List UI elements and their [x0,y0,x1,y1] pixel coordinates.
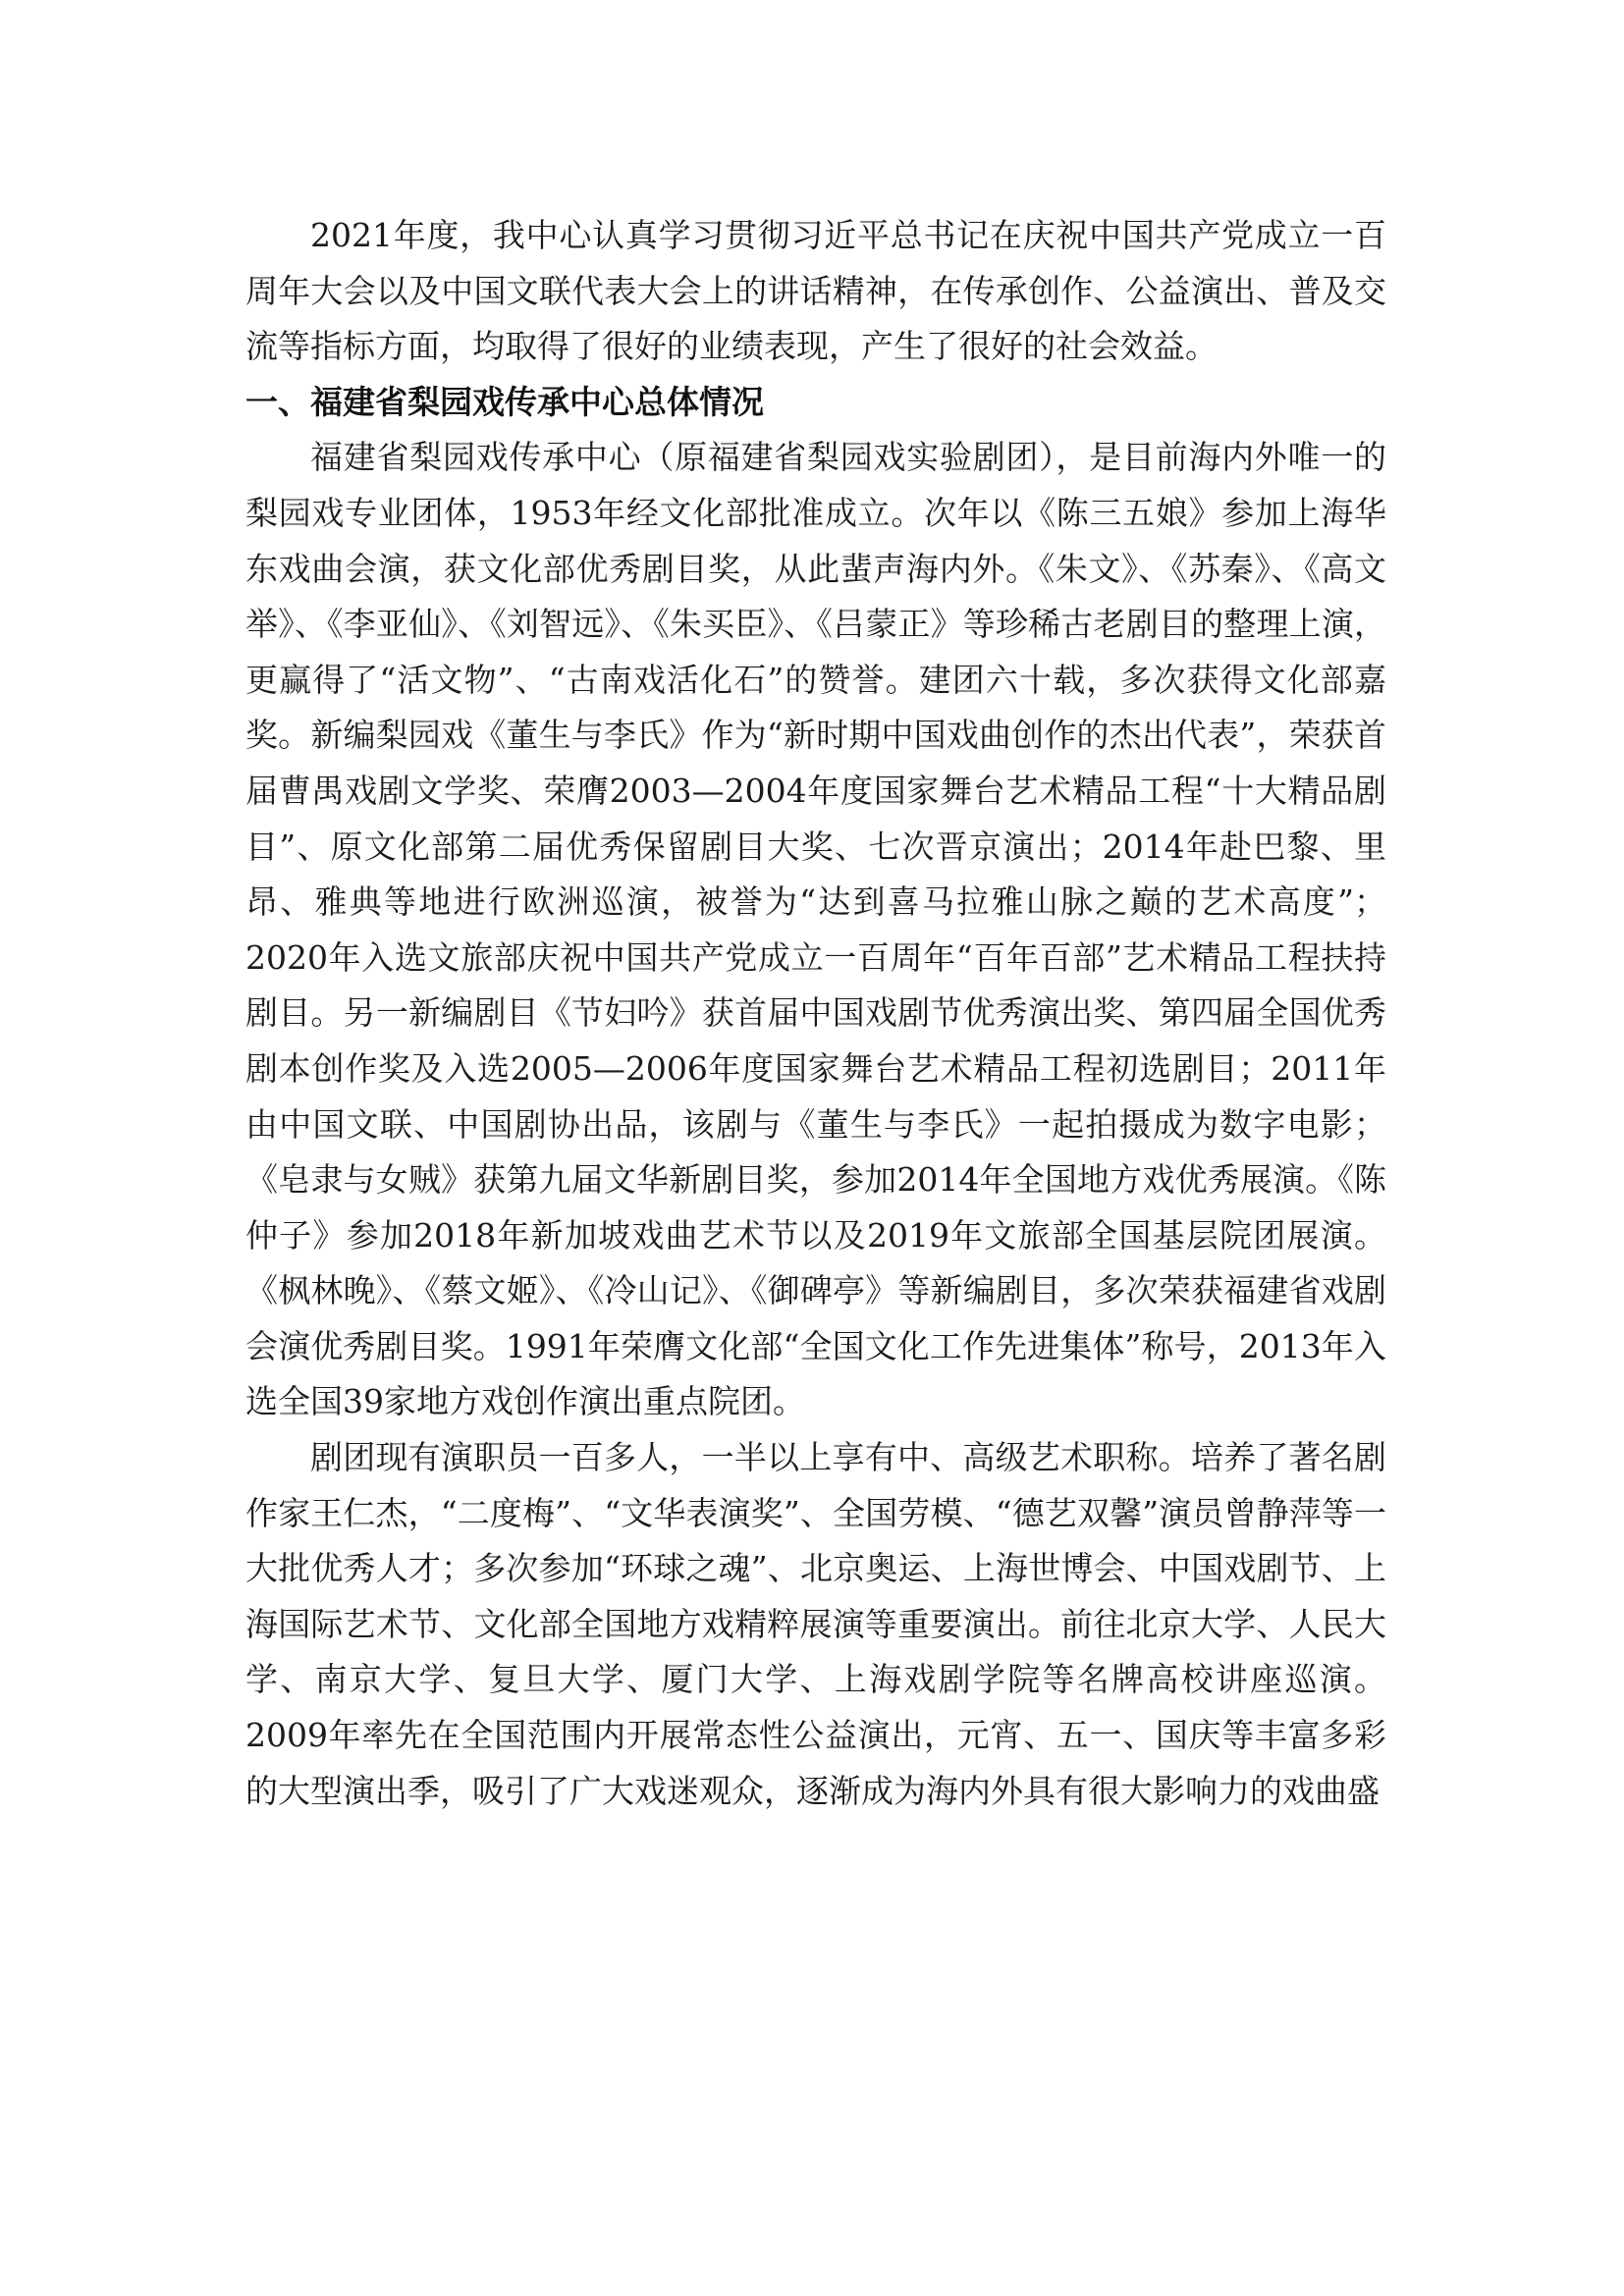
intro-paragraph: 2021年度，我中心认真学习贯彻习近平总书记在庆祝中国共产党成立一百周年大会以及中国文联代表大会上的讲话精神，在传承创作、公益演出、普及交流等指标方面，均取得了很好的业绩表现，产生了很好的社会效益。 [245,216,1386,366]
section-heading: 一、福建省梨园戏传承中心总体情况 [245,382,764,421]
personnel-paragraph: 剧团现有演职员一百多人，一半以上享有中、高级艺术职称。培养了著名剧作家王仁杰，“二度梅”、“文华表演奖”、全国劳模、“德艺双馨”演员曾静萍等一大批优秀人才；多次参加“环球之魂”、北京奥运、上海世博会、中国戏剧节、上海国际艺术节、文化部全国地方戏精粹展演等重要演出。前往北京大学、人民大学、南京大学、复旦大学、厦门大学、上海戏剧学院等名牌高校讲座巡演。2009年率先在全国范围内开展常态性公益演出，元宵、五一、国庆等丰富多彩的大型演出季，吸引了广大戏迷观众，逐渐成为海内外具有很大影响力的戏曲盛 [245,1438,1386,1810]
overview-paragraph: 福建省梨园戏传承中心（原福建省梨园戏实验剧团），是目前海内外唯一的梨园戏专业团体，1953年经文化部批准成立。次年以《陈三五娘》参加上海华东戏曲会演，获文化部优秀剧目奖，从此蜚声海内外。《朱文》、《苏秦》、《高文举》、《李亚仙》、《刘智远》、《朱买臣》、《吕蒙正》等珍稀古老剧目的整理上演，更赢得了“活文物”、“古南戏活化石”的赞誉。建团六十载，多次获得文化部嘉奖。新编梨园戏《董生与李氏》作为“新时期中国戏曲创作的杰出代表”，荣获首届曹禺戏剧文学奖、荣膺2003—2004年度国家舞台艺术精品工程“十大精品剧目”、原文化部第二届优秀保留剧目大奖、七次晋京演出；2014年赴巴黎、里昂、雅典等地进行欧洲巡演，被誉为“达到喜马拉雅山脉之巅的艺术高度”；2020年入选文旅部庆祝中国共产党成立一百周年“百年百部”艺术精品工程扶持剧目。另一新编剧目《节妇吟》获首届中国戏剧节优秀演出奖、第四届全国优秀剧本创作奖及入选2005—2006年度国家舞台艺术精品工程初选剧目；2011年由中国文联、中国剧协出品，该剧与《董生与李氏》一起拍摄成为数字电影；《皂隶与女贼》获第九届文华新剧目奖，参加2014年全国地方戏优秀展演。《陈仲子》参加2018年新加坡戏曲艺术节以及2019年文旅部全国基层院团展演。《枫林晚》、《蔡文姬》、《冷山记》、《御碑亭》等新编剧目，多次荣获福建省戏剧会演优秀剧目奖。1991年荣膺文化部“全国文化工作先进集体”称号，2013年入选全国39家地方戏创作演出重点院团。 [245,438,1386,1421]
document-body [245,208,1386,1819]
